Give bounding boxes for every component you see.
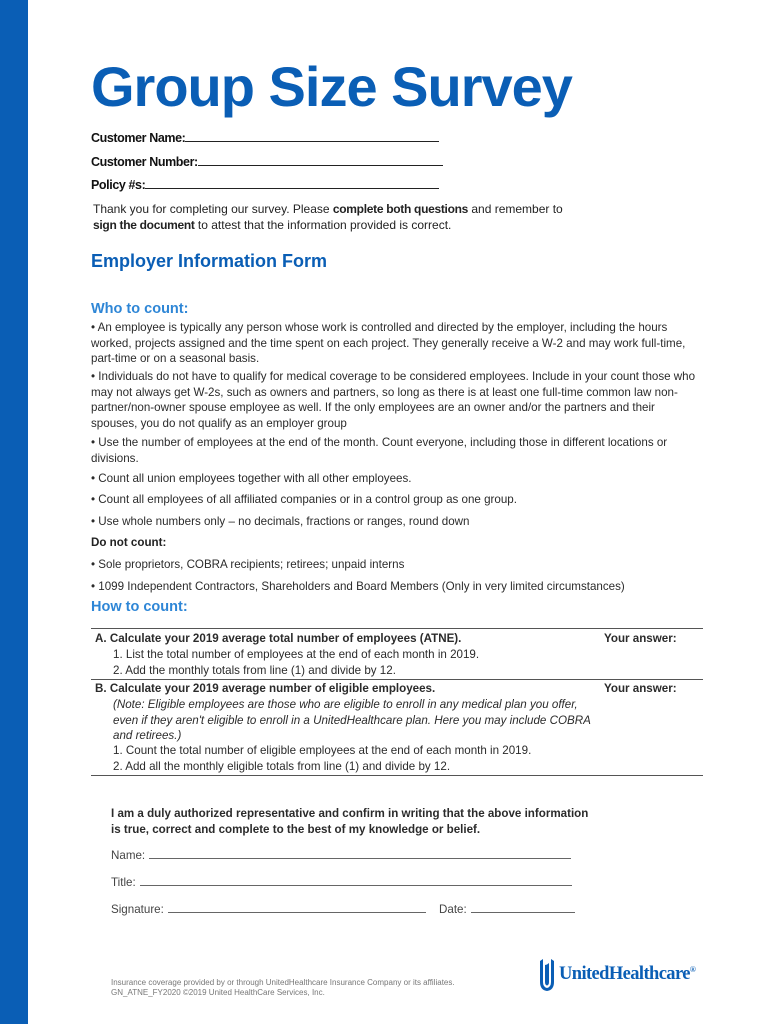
policy-number-line[interactable] bbox=[145, 177, 439, 189]
signature-label: Signature: bbox=[111, 903, 164, 916]
customer-name-line[interactable] bbox=[185, 130, 439, 142]
registered-mark: ® bbox=[689, 964, 696, 974]
date-label: Date: bbox=[439, 903, 467, 916]
table-top-rule bbox=[91, 628, 703, 629]
date-field[interactable] bbox=[439, 903, 575, 916]
intro-text-2: and remember to bbox=[468, 202, 563, 216]
footer-line-1: Insurance coverage provided by or through UnitedHealthcare Insurance Company or its affiliates. bbox=[111, 978, 455, 987]
uhc-logo-icon bbox=[538, 955, 556, 993]
footer-line-2: GN_ATNE_FY2020 ©2019 United HealthCare Services, Inc. bbox=[111, 988, 325, 997]
question-b-step-2: 2. Add all the monthly eligible totals from line (1) and divide by 12. bbox=[113, 760, 451, 773]
who-item-4: • Count all union employees together with all other employees. bbox=[91, 472, 412, 485]
table-middle-rule bbox=[91, 679, 703, 680]
intro-paragraph bbox=[93, 201, 613, 233]
question-b-heading: B. Calculate your 2019 average number of eligible employees. bbox=[95, 682, 436, 695]
customer-name-field[interactable] bbox=[91, 130, 439, 145]
brand-name: UnitedHealthcare bbox=[559, 963, 690, 984]
question-a-step-2: 2. Add the monthly totals from line (1) and divide by 12. bbox=[113, 664, 396, 677]
name-line[interactable] bbox=[149, 849, 571, 859]
who-item-5: • Count all employees of all affiliated companies or in a control group as one group. bbox=[91, 493, 517, 506]
question-a-step-1: 1. List the total number of employees at the end of each month in 2019. bbox=[113, 648, 480, 661]
question-b-step-1: 1. Count the total number of eligible employees at the end of each month in 2019. bbox=[113, 744, 532, 757]
question-a-answer-label[interactable]: Your answer: bbox=[604, 632, 677, 645]
blue-side-bar bbox=[0, 0, 28, 1024]
page-title: Group Size Survey bbox=[91, 55, 572, 118]
do-not-item-2: • 1099 Independent Contractors, Shareholders and Board Members (Only in very limited circumstances) bbox=[91, 580, 625, 593]
customer-number-field[interactable] bbox=[91, 154, 443, 169]
intro-text-3: to attest that the information provided is correct. bbox=[194, 218, 452, 232]
name-label: Name: bbox=[111, 849, 146, 862]
employer-form-heading: Employer Information Form bbox=[91, 251, 328, 271]
question-b-answer-label[interactable]: Your answer: bbox=[604, 682, 677, 695]
table-bottom-rule bbox=[91, 775, 703, 776]
who-item-3: • Use the number of employees at the end of the month. Count everyone, including those in different locations or divisions. bbox=[91, 436, 668, 465]
brand-wordmark bbox=[559, 964, 695, 985]
do-not-item-1: • Sole proprietors, COBRA recipients; retirees; unpaid interns bbox=[91, 558, 405, 571]
intro-emphasis-2: sign the document bbox=[93, 218, 195, 232]
who-item-2: • Individuals do not have to qualify for medical coverage to be considered employees. Include in your count those who may not always get W-2s, such as owners and partners, so long as there is at least one full-time common law non-partner/non-owner spouse employee as well. If the only employees are an owner and/or the partners and their spouses, you do not qualify as an employer group bbox=[91, 370, 696, 430]
title-label: Title: bbox=[111, 876, 136, 889]
how-to-count-heading: How to count: bbox=[91, 599, 188, 615]
question-b-note: (Note: Eligible employees are those who are eligible to enroll in any medical plan you offer, even if they aren't eligible to enroll in a UnitedHealthcare plan. Here you may include COBRA and retirees.) bbox=[113, 698, 591, 743]
policy-number-label: Policy #s: bbox=[91, 178, 146, 192]
customer-number-label: Customer Number: bbox=[91, 155, 198, 169]
attestation-statement: I am a duly authorized representative and confirm in writing that the above information is true, correct and complete to the best of my knowledge or belief. bbox=[111, 807, 589, 836]
who-to-count-heading: Who to count: bbox=[91, 301, 189, 317]
do-not-count-label: Do not count: bbox=[91, 536, 167, 549]
signature-field[interactable] bbox=[111, 903, 426, 916]
question-a-heading: A. Calculate your 2019 average total number of employees (ATNE). bbox=[95, 632, 462, 645]
date-line[interactable] bbox=[471, 903, 575, 913]
signature-line[interactable] bbox=[168, 903, 426, 913]
policy-number-field[interactable] bbox=[91, 177, 439, 192]
who-item-1: • An employee is typically any person whose work is controlled and directed by the employer, including the hours worked, projects assigned and the time spent on each project. They generally receive a W-2 and may work full-time, part-time or on a seasonal basis. bbox=[91, 321, 686, 366]
intro-text-1: Thank you for completing our survey. Please bbox=[93, 202, 333, 216]
footer-legal bbox=[111, 978, 455, 998]
intro-emphasis-1: complete both questions bbox=[332, 202, 469, 216]
customer-number-line[interactable] bbox=[198, 154, 443, 166]
customer-name-label: Customer Name: bbox=[91, 131, 186, 145]
name-field[interactable] bbox=[111, 849, 571, 862]
brand-logo bbox=[538, 955, 695, 993]
who-item-6: • Use whole numbers only – no decimals, fractions or ranges, round down bbox=[91, 515, 470, 528]
title-line[interactable] bbox=[140, 876, 572, 886]
title-field[interactable] bbox=[111, 876, 572, 889]
